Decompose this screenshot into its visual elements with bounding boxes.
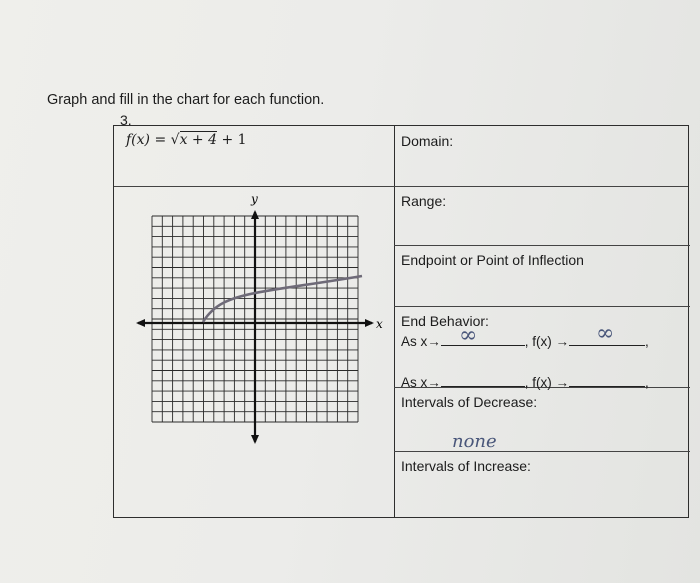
table-divider-range — [394, 245, 690, 246]
end-behavior-row-1: As x→ , f(x) → , — [401, 334, 649, 349]
function-tail: + 1 — [221, 132, 247, 148]
intervals-increase-label: Intervals of Increase: — [401, 458, 531, 474]
fx-blank-2[interactable] — [569, 374, 645, 387]
x-axis-label: x — [376, 317, 383, 331]
y-axis-label: y — [251, 192, 258, 206]
as-x-label-2: As x→ — [401, 375, 441, 390]
as-x-blank-2[interactable] — [441, 374, 525, 387]
x-axis-arrow-left — [136, 319, 145, 327]
end-behavior-row-2: As x→ , f(x) → , — [401, 375, 649, 390]
coordinate-graph — [130, 186, 390, 448]
intervals-decrease-label: Intervals of Decrease: — [401, 394, 538, 410]
y-axis-arrow-down — [251, 435, 259, 444]
y-axis-arrow-up — [251, 210, 259, 219]
range-label: Range: — [401, 193, 447, 209]
handwritten-fx-answer-1: ∞ — [596, 321, 615, 346]
as-x-label-1: As x→ — [401, 334, 441, 349]
table-divider-vertical — [394, 126, 395, 517]
fx-label-2: f(x) → — [532, 375, 570, 390]
worksheet-heading: Graph and fill in the chart for each function. — [47, 92, 325, 108]
fx-label-1: f(x) → — [532, 334, 570, 349]
handwritten-as-x-answer-1: ∞ — [459, 323, 478, 348]
function-expression — [126, 132, 247, 148]
handwritten-decrease-answer: none — [452, 431, 497, 452]
function-radicand: x + 4 — [179, 132, 217, 148]
function-curve — [203, 276, 362, 322]
radical-sign: √ — [170, 132, 180, 148]
function-lhs: f(x) = — [126, 132, 167, 148]
problem-number: 3. — [120, 112, 132, 128]
domain-label: Domain: — [401, 133, 454, 149]
table-divider-endpoint — [394, 306, 690, 307]
as-x-blank-1[interactable] — [441, 333, 525, 346]
endpoint-label: Endpoint or Point of Inflection — [401, 252, 584, 268]
table-divider-decrease — [394, 451, 690, 452]
x-axis-arrow-right — [365, 319, 374, 327]
end-behavior-label: End Behavior: — [401, 313, 489, 329]
